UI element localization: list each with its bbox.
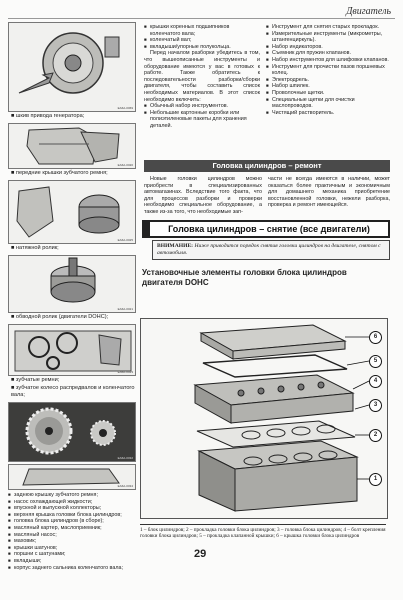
repair-text-right [268, 176, 390, 209]
cylinder-head-exploded-diagram [140, 318, 388, 519]
rear-cover-figure [8, 464, 136, 490]
list-item: ■ Электродрель. [266, 77, 390, 84]
list-item: ■ головка блока цилиндров (в сборе); [8, 518, 136, 525]
tensioner-figure [8, 180, 136, 244]
list-item: ■ масляный картер, маслоприемник; [8, 525, 136, 532]
list-item: ■ вкладыши/упорные полукольца. [144, 44, 260, 51]
list-item: ■ Съемник для пружин клапанов. [266, 50, 390, 57]
repair-paragraph: Новые головки цилиндров можно приобрести в специализированных автомагазинах. Вследствие того факта, что для процессов разборки и проверки необходимо специальное оборудование, а также из-за того, что необходимые зап- [144, 176, 262, 215]
list-item: ■ Измерительные инструменты (микрометры, штангенциркуль). [266, 31, 390, 44]
list-item: ■ Обычный набор инструментов. [144, 103, 260, 110]
list-item: ■ насос охлаждающей жидкости; [8, 499, 136, 506]
materials-list [144, 103, 260, 129]
list-item: ■ Специальные щетки для очистки маслопроводов. [266, 97, 390, 110]
caption-alternator-pulley: ■ шкив привода генератора; [11, 113, 85, 119]
caption-sprockets: ■ зубчатое колесо распредвалов и коленчатого вала; [11, 385, 135, 398]
list-item: ■ крышки коренных подшипников коленчатого вала; [144, 24, 260, 37]
warning-label: ВНИМАНИЕ: [157, 243, 194, 249]
callout-6: 6 [369, 331, 382, 344]
figure-code: ЕА6А-0069 [117, 106, 133, 110]
callout-3: 3 [369, 399, 382, 412]
figure-legend: 1 – блок цилиндров; 2 – прокладка головки блока цилиндров; 3 – головка блока цилиндров; 4 – болт крепления головки блока цилиндров; 5 – прокладка клапанной крышки; 6 – крышка головки блока цилиндров [140, 524, 386, 540]
figure-code: ЕА6А-0021 [117, 307, 133, 311]
left-figure-column [8, 22, 136, 571]
list-item: ■ крышки шатунов; [8, 545, 136, 552]
right-text-column [266, 24, 390, 116]
list-item: ■ Инструмент для снятия старых прокладок. [266, 24, 390, 31]
list-item: ■ Проволочные щетки. [266, 90, 390, 97]
list-item: ■ впускной и выпускной коллекторы; [8, 505, 136, 512]
list-item: ■ заднюю крышку зубчатого ремня; [8, 492, 136, 499]
timing-belts-figure [8, 324, 136, 376]
disassembly-list [8, 492, 136, 571]
header-rule [8, 18, 395, 19]
list-item: ■ Набор инструментов для шлифовки клапанов. [266, 57, 390, 64]
list-item: ■ Небольшие картонные коробки или полиэтиленовые пакеты для хранения деталей. [144, 110, 260, 130]
middle-text-column [144, 24, 260, 130]
caption-idler-pulley: ■ обводной ролик (двигатели DOHC); [11, 314, 109, 320]
list-item: ■ масляный насос; [8, 532, 136, 539]
callout-5: 5 [369, 355, 382, 368]
list-item: ■ коленчатый вал; [144, 37, 260, 44]
running-header: Двигатель [346, 6, 391, 17]
warning-box [152, 240, 390, 260]
callout-2: 2 [369, 429, 382, 442]
caption-timing-belts: ■ зубчатые ремни; [11, 377, 60, 383]
list-item: ■ Набор шпилек. [266, 83, 390, 90]
list-item: ■ вкладыши; [8, 558, 136, 565]
caption-timing-covers: ■ передние крышки зубчатого ремня; [11, 170, 108, 176]
caption-tensioner: ■ натяжной ролик; [11, 245, 59, 251]
figure-code: ЕА6А-0023 [117, 370, 133, 374]
callout-4: 4 [369, 375, 382, 388]
page-number: 29 [194, 548, 207, 560]
list-item: ■ корпус заднего сальника коленчатого вала; [8, 565, 136, 572]
list-item: ■ Набор индикаторов. [266, 44, 390, 51]
figure-code: ЕА6А-0034 [117, 484, 133, 488]
tools-list [266, 24, 390, 116]
figure-title: Установочные элементы головки блока цилиндров двигателя DOHC [142, 268, 347, 287]
list-item: ■ верхняя крышка головки блока цилиндров; [8, 512, 136, 519]
repair-text-left [144, 176, 262, 216]
preparation-paragraph: Перед началом разборки убедитесь в том, что вышеописанные инструменты и оборудование имеются у вас в готовых к работе. Также обратитесь к последовательности разборки/сборки двигателя, чтобы составить список необходимых материалов. В этот список необходимо включить: [144, 50, 260, 103]
figure-code: ЕА6А-0020 [117, 163, 133, 167]
list-item: ■ маховик; [8, 538, 136, 545]
list-item: ■ Чистящий растворитель. [266, 110, 390, 117]
repair-paragraph-continued: части не всегда имеются в наличии, может оказаться более практичным и экономичным для домашнего механика приобретение восстановленной головки, нежели разборка, проверка и ремонт имеющейся. [268, 176, 390, 209]
list-item: ■ Инструмент для прочистки пазов поршневых колец. [266, 64, 390, 77]
section-banner-repair: Головка цилиндров – ремонт [144, 160, 390, 172]
alternator-pulley-figure [8, 22, 136, 112]
callout-1: 1 [369, 473, 382, 486]
sprockets-figure [8, 402, 136, 462]
list-item: ■ поршни с шатунами; [8, 551, 136, 558]
idler-pulley-figure [8, 255, 136, 313]
figure-code: ЕА6А-0025 [117, 238, 133, 242]
figure-code: ЕА6А-0032 [117, 456, 133, 460]
parts-list [144, 24, 260, 50]
timing-covers-figure [8, 123, 136, 169]
section-banner-removal: Головка цилиндров – снятие (все двигатели) [142, 220, 390, 238]
warning-text: Ниже приводится порядок снятия головки цилиндров на двигателе, снятом с автомобиля. [157, 243, 381, 256]
